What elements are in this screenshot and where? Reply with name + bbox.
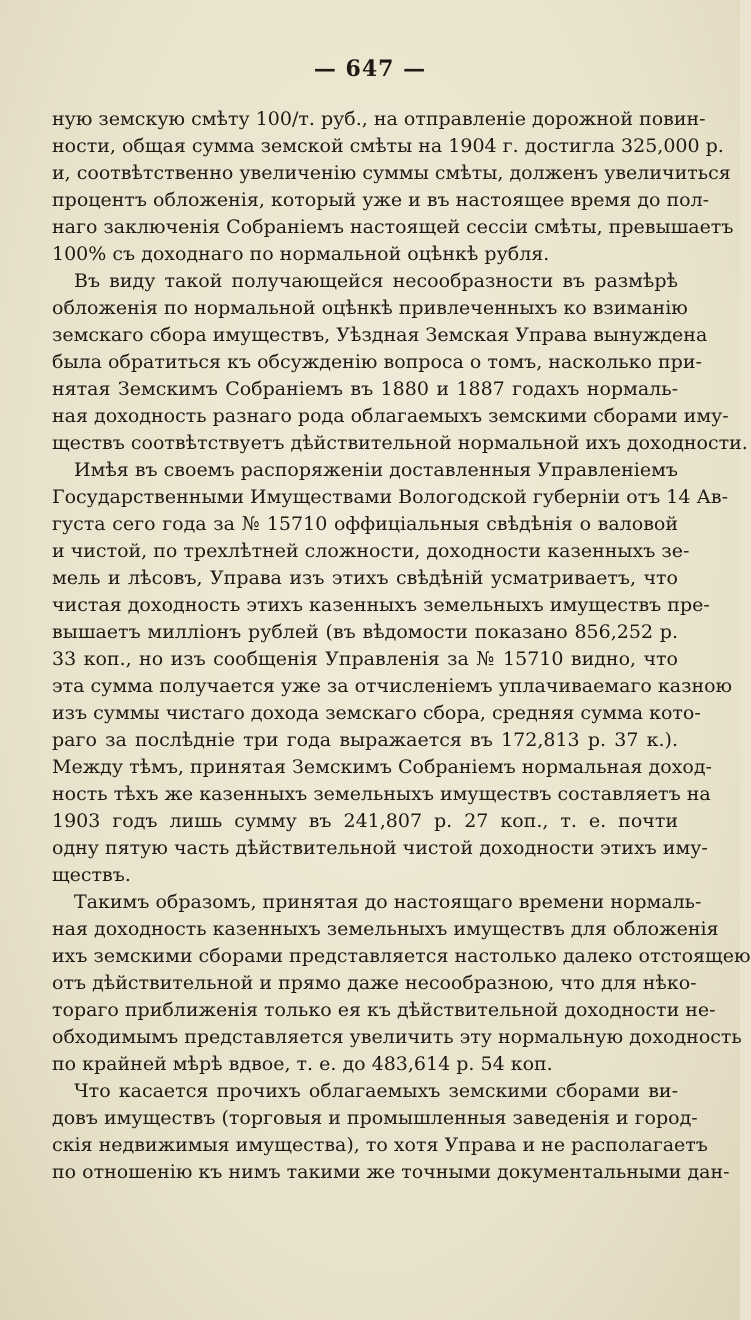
body-text	[52, 106, 751, 1186]
text-line: обходимымъ представляется увеличить эту нормальную доходность	[52, 1026, 742, 1048]
text-line: эта сумма получается уже за отчисленіемъ уплачиваемаго казною	[52, 675, 733, 697]
text-line: 1903 годъ лишь сумму въ 241,807 р. 27 коп., т. е. почти	[52, 810, 678, 832]
text-line: довъ имуществъ (торговыя и промышленныя заведенія и город-	[52, 1107, 698, 1129]
text-line: земскаго сбора имуществъ, Уѣздная Земская Управа вынуждена	[52, 324, 708, 346]
text-line: скія недвижимыя имущества), то хотя Управа и не располагаетъ	[52, 1134, 708, 1156]
text-line: раго за послѣдніе три года выражается въ 172,813 р. 37 к.).	[52, 729, 678, 751]
text-line: густа сего года за № 15710 оффиціальныя свѣдѣнія о валовой	[52, 513, 678, 535]
text-line: одну пятую часть дѣйствительной чистой доходности этихъ иму-	[52, 837, 708, 859]
text-line: Между тѣмъ, принятая Земскимъ Собраніемъ нормальная доход-	[52, 756, 712, 778]
text-line: и чистой, по трехлѣтней сложности, доходности казенныхъ зе-	[52, 540, 690, 562]
text-line: и, соотвѣтственно увеличенію суммы смѣты, долженъ увеличиться	[52, 162, 731, 184]
text-line: была обратиться къ обсужденію вопроса о томъ, насколько при-	[52, 351, 702, 373]
text-line: обложенія по нормальной оцѣнкѣ привлеченныхъ ко взиманію	[52, 297, 688, 319]
text-line: Въ виду такой получающейся несообразности въ размѣрѣ	[74, 270, 678, 292]
page-number: — 647 —	[313, 56, 427, 82]
text-line: чистая доходность этихъ казенныхъ земельныхъ имуществъ пре-	[52, 594, 710, 616]
text-line: ная доходность разнаго рода облагаемыхъ земскими сборами иму-	[52, 405, 729, 427]
text-line: ществъ соотвѣтствуетъ дѣйствительной нормальной ихъ доходности.	[52, 432, 748, 454]
text-line: изъ суммы чистаго дохода земскаго сбора, средняя сумма кото-	[52, 702, 701, 724]
text-line: ная доходность казенныхъ земельныхъ имуществъ для обложенія	[52, 918, 719, 940]
text-line: 100% съ доходнаго по нормальной оцѣнкѣ рубля.	[52, 243, 550, 265]
text-line: ихъ земскими сборами представляется настолько далеко отстоящею	[52, 945, 751, 967]
text-line: Что касается прочихъ облагаемыхъ земскими сборами ви-	[74, 1080, 678, 1102]
text-line: Имѣя въ своемъ распоряженіи доставленныя Управленіемъ	[74, 459, 678, 481]
text-line: Государственными Имуществами Вологодской губерніи отъ 14 Ав-	[52, 486, 729, 508]
text-line: Такимъ образомъ, принятая до настоящаго времени нормаль-	[74, 891, 702, 913]
text-line: мель и лѣсовъ, Управа изъ этихъ свѣдѣній усматриваетъ, что	[52, 567, 678, 589]
text-line: вышаетъ милліонъ рублей (въ вѣдомости показано 856,252 р.	[52, 621, 678, 643]
paragraph	[52, 106, 734, 268]
text-line: нятая Земскимъ Собраніемъ въ 1880 и 1887 годахъ нормаль-	[52, 378, 678, 400]
text-line: отъ дѣйствительной и прямо даже несообразною, что для нѣко-	[52, 972, 697, 994]
text-line: процентъ обложенія, который уже и въ настоящее время до пол-	[52, 189, 710, 211]
paragraph	[52, 1078, 730, 1186]
paragraph	[52, 457, 733, 889]
text-line: по отношенію къ нимъ такими же точными документальными дан-	[52, 1161, 730, 1183]
text-line: наго заключенія Собраніемъ настоящей сессіи смѣты, превышаетъ	[52, 216, 734, 238]
paragraph	[52, 268, 748, 457]
text-line: ществъ.	[52, 864, 131, 886]
text-line: тораго приближенія только ея къ дѣйствительной доходности не-	[52, 999, 716, 1021]
text-line: ность тѣхъ же казенныхъ земельныхъ имуществъ составляетъ на	[52, 783, 711, 805]
text-line: по крайней мѣрѣ вдвое, т. е. до 483,614 р. 54 коп.	[52, 1053, 553, 1075]
text-line: ности, общая сумма земской смѣты на 1904 г. достигла 325,000 р.	[52, 135, 724, 157]
text-line: ную земскую смѣту 100/т. руб., на отправленіе дорожной повин-	[52, 108, 706, 130]
paragraph	[52, 889, 751, 1078]
text-line: 33 коп., но изъ сообщенія Управленія за № 15710 видно, что	[52, 648, 678, 670]
